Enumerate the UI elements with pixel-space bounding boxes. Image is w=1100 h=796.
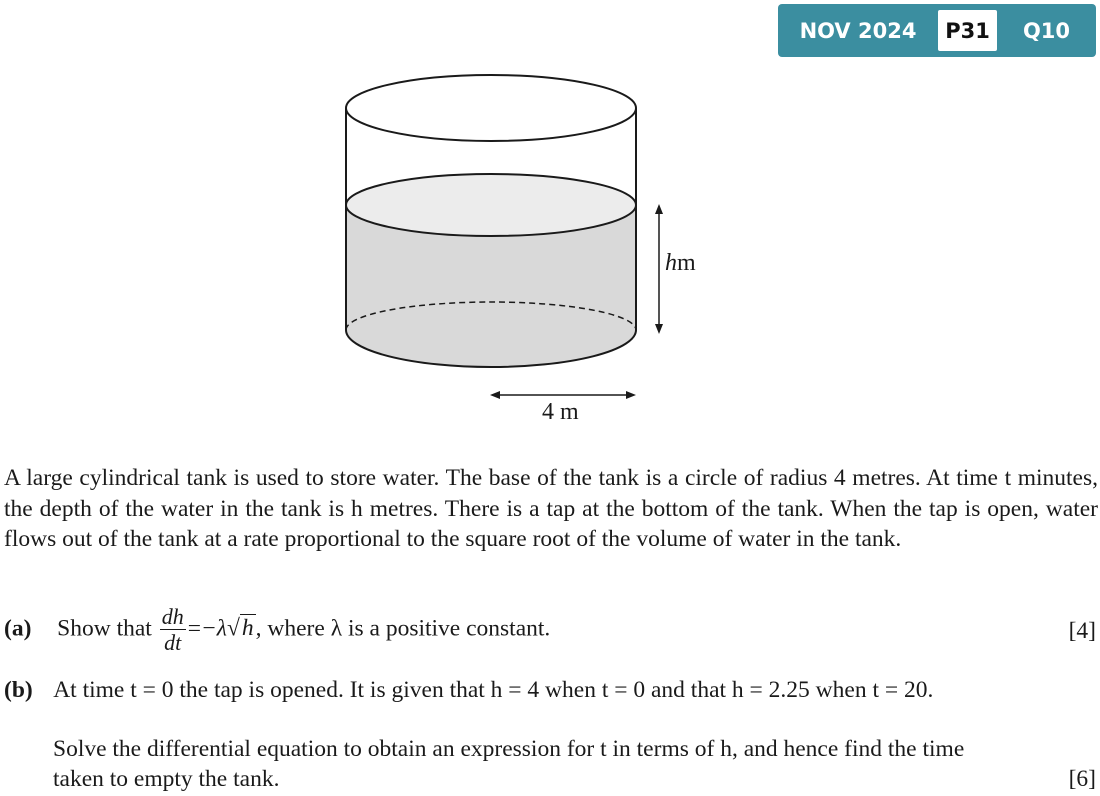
fraction-denominator: dt	[164, 630, 182, 655]
part-b-row	[4, 677, 933, 704]
radius-arrow-head-left	[490, 391, 500, 399]
height-label: hm	[665, 250, 696, 276]
part-a-text-before: Show that	[57, 615, 152, 642]
height-arrow-head-bottom	[655, 324, 663, 334]
equals-sign: =	[187, 615, 201, 642]
part-a-marks: [4]	[1068, 618, 1096, 644]
sqrt-argument: h	[241, 615, 254, 642]
sqrt-sign: √	[227, 615, 240, 642]
radius-arrow-head-right	[626, 391, 636, 399]
part-a-text-after: , where λ is a positive constant.	[255, 615, 551, 642]
part-b-line-1: At time t = 0 the tap is opened. It is given that h = 4 when t = 0 and that h = 2.25 when t = 20.	[53, 677, 934, 703]
part-b-line-2: Solve the differential equation to obtain an expression for t in terms of h, and hence find the time	[53, 736, 965, 762]
water-surface	[346, 174, 636, 236]
height-arrow-head-top	[655, 204, 663, 214]
part-b-line-3: taken to empty the tank.	[53, 766, 280, 792]
fraction-numerator: dh	[161, 604, 184, 629]
minus-lambda: −λ	[200, 615, 227, 642]
radius-label: 4 m	[542, 399, 579, 425]
part-b-label: (b)	[4, 677, 33, 703]
part-a-label: (a)	[4, 615, 32, 642]
part-a-row	[4, 606, 550, 654]
exam-session: NOV 2024	[799, 18, 917, 43]
question-number: Q10	[1022, 18, 1071, 43]
paper-code: P31	[938, 10, 997, 51]
question-stem: A large cylindrical tank is used to store water. The base of the tank is a circle of radius 4 metres. At time t minutes, the depth of the water in the tank is h metres. There is a tap at the bottom of the tank. When the tap is open, water flows out of the tank at a rate proportional to the square root of the volume of water in the tank.	[4, 465, 1098, 552]
tank-top-rim	[346, 75, 636, 141]
derivative-fraction	[160, 606, 186, 654]
part-b-marks: [6]	[1068, 766, 1096, 792]
